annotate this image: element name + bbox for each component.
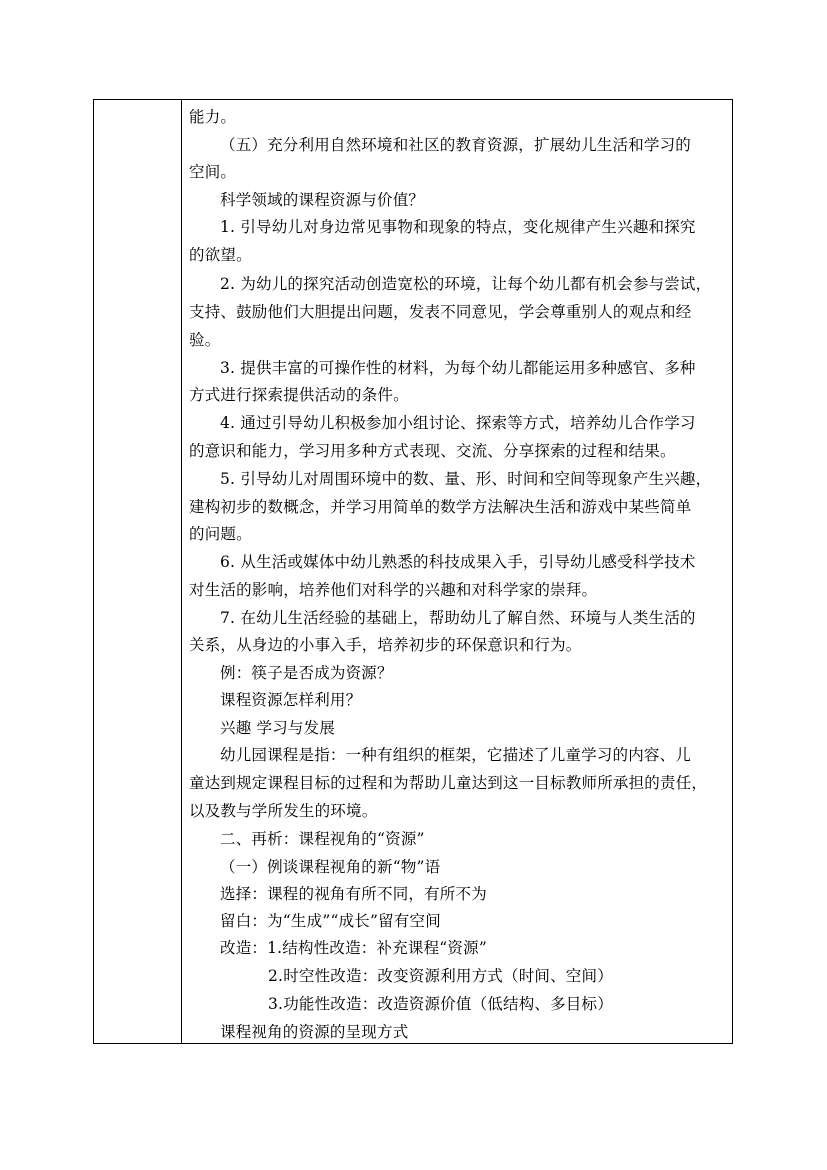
column-divider [181, 100, 182, 1043]
text-line: 的问题。 [189, 525, 252, 543]
text-line: 5. 引导幼儿对周围环境中的数、量、形、时间和空间等现象产生兴趣， [220, 470, 712, 488]
text-line: 留白：为“生成”“成长”留有空间 [220, 912, 441, 930]
text-line: 方式进行探索提供活动的条件。 [189, 386, 409, 404]
text-line: 6. 从生活或媒体中幼儿熟悉的科技成果入手，引导幼儿感受科学技术 [220, 553, 696, 571]
text-line: 的欲望。 [189, 246, 252, 264]
text-line: 验。 [189, 331, 221, 349]
text-line: 以及教与学所发生的环境。 [189, 802, 378, 820]
text-line: 3.功能性改造：改造资源价值（低结构、多目标） [268, 995, 613, 1013]
text-line: 的意识和能力，学习用多种方式表现、交流、分享探索的过程和结果。 [189, 442, 676, 460]
text-line: （一）例谈课程视角的新“物”语 [220, 858, 441, 876]
text-line: 课程视角的资源的呈现方式 [220, 1023, 409, 1041]
text-line: 建构初步的数概念，并学习用简单的数学方法解决生活和游戏中某些简单 [189, 498, 692, 516]
text-line: 二、再析：课程视角的“资源” [220, 830, 425, 848]
text-line: （五）充分利用自然环境和社区的教育资源，扩展幼儿生活和学习的 [220, 136, 692, 154]
text-line: 3. 提供丰富的可操作性的材料，为每个幼儿都能运用多种感官、多种 [220, 359, 696, 377]
text-line: 兴趣 学习与发展 [220, 719, 336, 737]
text-line: 改造：1.结构性改造：补充课程“资源” [220, 939, 487, 957]
text-line: 7. 在幼儿生活经验的基础上，帮助幼儿了解自然、环境与人类生活的 [220, 609, 696, 627]
text-line: 支持、鼓励他们大胆提出问题，发表不同意见，学会尊重别人的观点和经 [189, 303, 692, 321]
text-line: 关系，从身边的小事入手，培养初步的环保意识和行为。 [189, 636, 582, 654]
text-line: 2.时空性改造：改变资源利用方式（时间、空间） [268, 967, 613, 985]
text-line: 幼儿园课程是指：一种有组织的框架，它描述了儿童学习的内容、儿 [220, 746, 692, 764]
text-line: 选择：课程的视角有所不同，有所不为 [220, 885, 487, 903]
text-line: 课程资源怎样利用？ [220, 691, 362, 709]
text-line: 对生活的影响，培养他们对科学的兴趣和对科学家的崇拜。 [189, 581, 598, 599]
document-table [93, 99, 733, 1044]
text-line: 4. 通过引导幼儿积极参加小组讨论、探索等方式，培养幼儿合作学习 [220, 414, 696, 432]
text-line: 童达到规定课程目标的过程和为帮助儿童达到这一目标教师所承担的责任， [189, 774, 708, 792]
text-line: 空间。 [189, 163, 237, 181]
text-line: 1. 引导幼儿对身边常见事物和现象的特点，变化规律产生兴趣和探究 [220, 218, 696, 236]
text-line: 2. 为幼儿的探究活动创造宽松的环境，让每个幼儿都有机会参与尝试， [220, 275, 712, 293]
text-line: 科学领域的课程资源与价值？ [220, 191, 425, 209]
text-line: 例：筷子是否成为资源？ [220, 664, 393, 682]
text-line: 能力。 [189, 108, 237, 126]
